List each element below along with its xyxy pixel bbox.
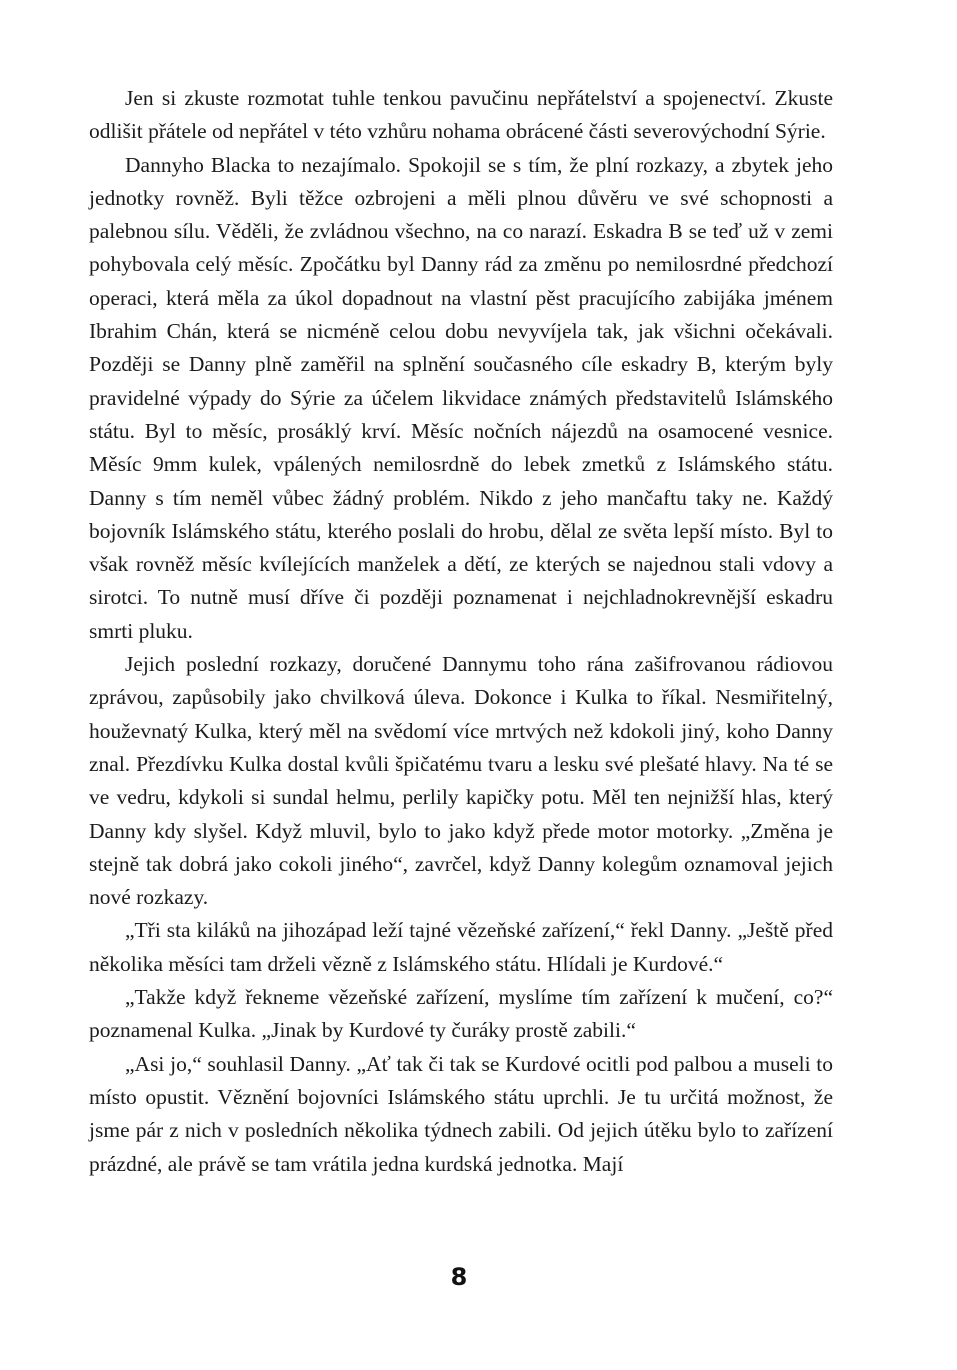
paragraph-2: Dannyho Blacka to nezajímalo. Spokojil se s tím, že plní rozkazy, a zbytek jeho jednotky rovněž. Byli těžce ozbrojeni a měli plnou důvěru ve své schopnosti a palebnou sílu. Věděli, že zvládnou všechno, na co narazí. Eskadra B se teď už v zemi pohybovala celý měsíc. Zpočátku byl Danny rád za změnu po nemilosrdné předchozí operaci, která měla za úkol dopadnout na vlastní pěst pracujícího zabijáka jménem Ibrahim Chán, která se nicméně celou dobu nevyvíjela tak, jak všichni očekávali. Později se Danny plně zaměřil na splnění současného cíle eskadry B, kterým byly pravidelné výpady do Sýrie za účelem likvidace známých představitelů Islámského státu. Byl to měsíc, prosáklý krví. Měsíc nočních nájezdů na osamocené vesnice. Měsíc 9mm kulek, vpálených nemilosrdně do lebek zmetků z Islámského státu. Danny s tím neměl vůbec žádný problém. Nikdo z jeho mančaftu taky ne. Každý bojovník Islámského státu, kterého poslali do hrobu, dělal ze světa lepší místo. Byl to však rovněž měsíc kvílejících manželek a dětí, ze kterých se najednou stali vdovy a sirotci. To nutně musí dříve či později poznamenat i nejchladnokrevnější eskadru smrti pluku. [89,152,833,643]
page-number: 8 [450,1263,468,1291]
paragraph-4: „Tři sta kiláků na jihozápad leží tajné vězeňské zařízení,“ řekl Danny. „Ještě před několika měsíci tam drželi vězně z Islámského státu. Hlídali je Kurdové.“ [89,918,833,976]
paragraph-1: Jen si zkuste rozmotat tuhle tenkou pavučinu nepřátelství a spojenectví. Zkuste odlišit přátele od nepřátel v této vzhůru nohama obrácené části severovýchodní Sýrie. [89,86,833,144]
paragraph-6: „Asi jo,“ souhlasil Danny. „Ať tak či tak se Kurdové ocitli pod palbou a museli to místo opustit. Věznění bojovníci Islámského státu uprchli. Je tu určitá možnost, že jsme pár z nich v posledních několika týdnech zabili. Od jejich útěku bylo to zařízení prázdné, ale právě se tam vrátila jedna kurdská jednotka. Mají [89,1051,833,1176]
paragraph-5: „Takže když řekneme vězeňské zařízení, myslíme tím zařízení k mučení, co?“ poznamenal Kulka. „Jinak by Kurdové ty čuráky prostě zabili.“ [89,985,833,1043]
paragraph-3: Jejich poslední rozkazy, doručené Dannymu toho rána zašifrovanou rádiovou zprávou, zapůsobily jako chvilková úleva. Dokonce i Kulka to říkal. Nesmiřitelný, houževnatý Kulka, který měl na svědomí více mrtvých než kdokoli jiný, koho Danny znal. Přezdívku Kulka dostal kvůli špičatému tvaru a lesku své plešaté hlavy. Na té se ve vedru, kdykoli si sundal helmu, perlily kapičky potu. Měl ten nejnižší hlas, který Danny kdy slyšel. Když mluvil, bylo to jako když přede motor motorky. „Změna je stejně tak dobrá jako cokoli jiného“, zavrčel, když Danny kolegům oznamoval jejich nové rozkazy. [89,652,833,910]
body-text [89,82,833,1181]
